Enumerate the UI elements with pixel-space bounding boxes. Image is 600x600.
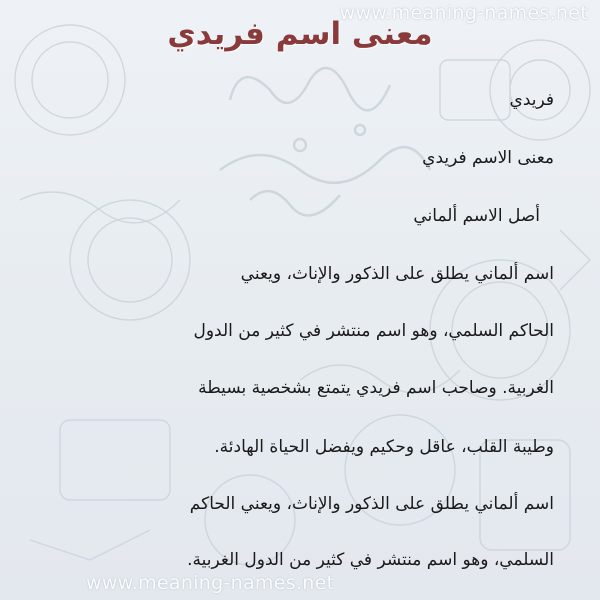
watermark-bottom: www.meaning-names.net [86, 572, 335, 594]
page-title: معنى اسم فريدي [167, 16, 433, 52]
text-line-body: اسم ألماني يطلق على الذكور والإناث، ويعني [240, 264, 554, 284]
text-line-origin: أصل الاسم ألماني [413, 206, 540, 226]
text-line-body: الغربية. وصاحب اسم فريدي يتمتع بشخصية بسيطة [198, 378, 554, 398]
text-line-name: فريدي [509, 90, 554, 110]
text-line-body: اسم ألماني يطلق على الذكور والإناث، ويعني الحاكم [189, 494, 554, 514]
text-line-meaning-heading: معنى الاسم فريدي [422, 148, 554, 168]
watermark-top: www.meaning-names.net [339, 2, 588, 24]
text-line-body: الحاكم السلمي، وهو اسم منتشر في كثير من الدول [193, 321, 554, 341]
text-line-body: وطيبة القلب، عاقل وحكيم ويفضل الحياة الهادئة. [214, 437, 554, 457]
text-line-body: السلمي، وهو اسم منتشر في كثير من الدول الغربية. [187, 550, 554, 570]
